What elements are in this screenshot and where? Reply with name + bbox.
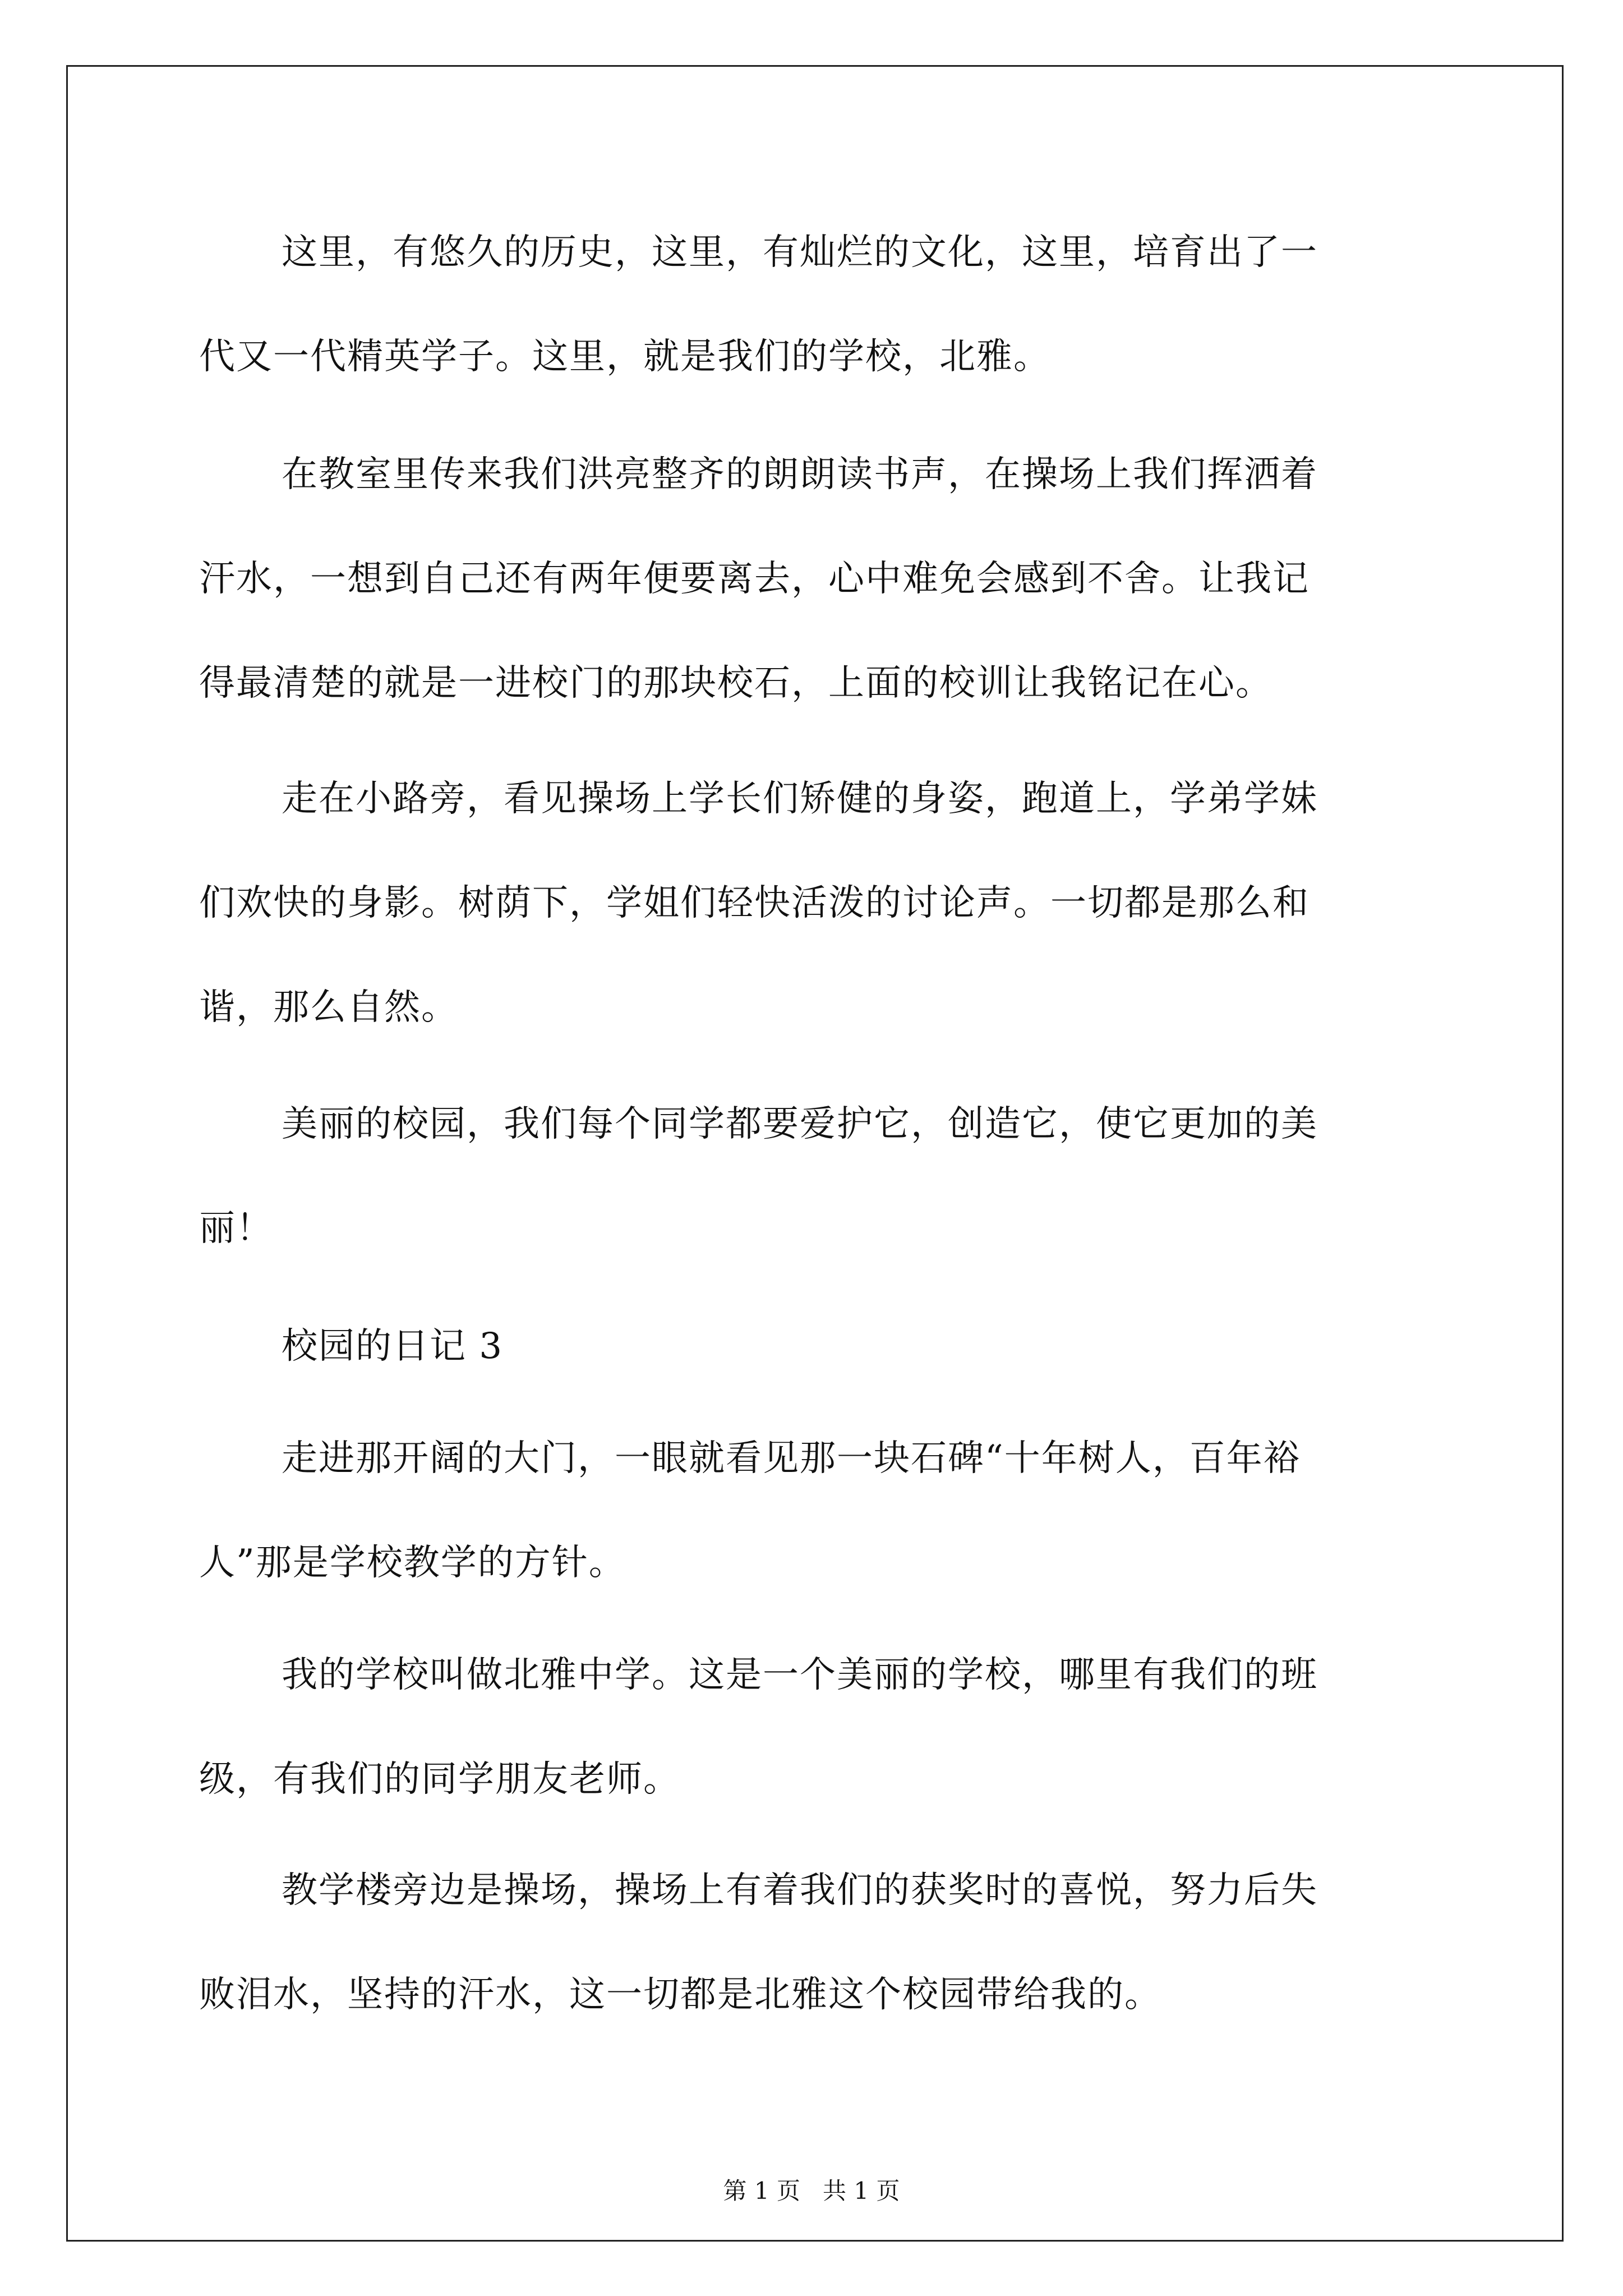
text-line: 在教室里传来我们洪亮整齐的朗朗读书声，在操场上我们挥洒着	[282, 454, 1318, 495]
text-line: 美丽的校园，我们每个同学都要爱护它，创造它，使它更加的美	[282, 1103, 1318, 1145]
text-line: 丽！	[199, 1208, 273, 1249]
text-line: 得最清楚的就是一进校门的那块校石，上面的校训让我铭记在心。	[199, 662, 1272, 704]
text-line: 人”那是学校教学的方针。	[199, 1542, 626, 1584]
text-line: 这里，有悠久的历史，这里，有灿烂的文化，这里，培育出了一	[282, 232, 1318, 273]
page-footer: 第 1 页 共 1 页	[723, 2177, 900, 2205]
text-line: 教学楼旁边是操场，操场上有着我们的获奖时的喜悦，努力后失	[282, 1870, 1318, 1911]
text-line: 败泪水，坚持的汗水，这一切都是北雅这个校园带给我的。	[199, 1974, 1161, 2016]
text-line: 走在小路旁，看见操场上学长们矫健的身姿，跑道上，学弟学妹	[282, 778, 1318, 820]
text-line: 级，有我们的同学朋友老师。	[199, 1759, 680, 1800]
text-line: 汗水，一想到自己还有两年便要离去，心中难免会感到不舍。让我记	[199, 558, 1310, 600]
text-line: 们欢快的身影。树荫下，学姐们轻快活泼的讨论声。一切都是那么和	[199, 882, 1310, 924]
text-line: 走进那开阔的大门，一眼就看见那一块石碑“十年树人，百年裕	[282, 1438, 1301, 1479]
text-line: 代又一代精英学子。这里，就是我们的学校，北雅。	[199, 336, 1050, 378]
text-line: 我的学校叫做北雅中学。这是一个美丽的学校，哪里有我们的班	[282, 1654, 1318, 1696]
text-line: 谐，那么自然。	[199, 987, 458, 1028]
section-heading: 校园的日记 3	[282, 1326, 504, 1367]
